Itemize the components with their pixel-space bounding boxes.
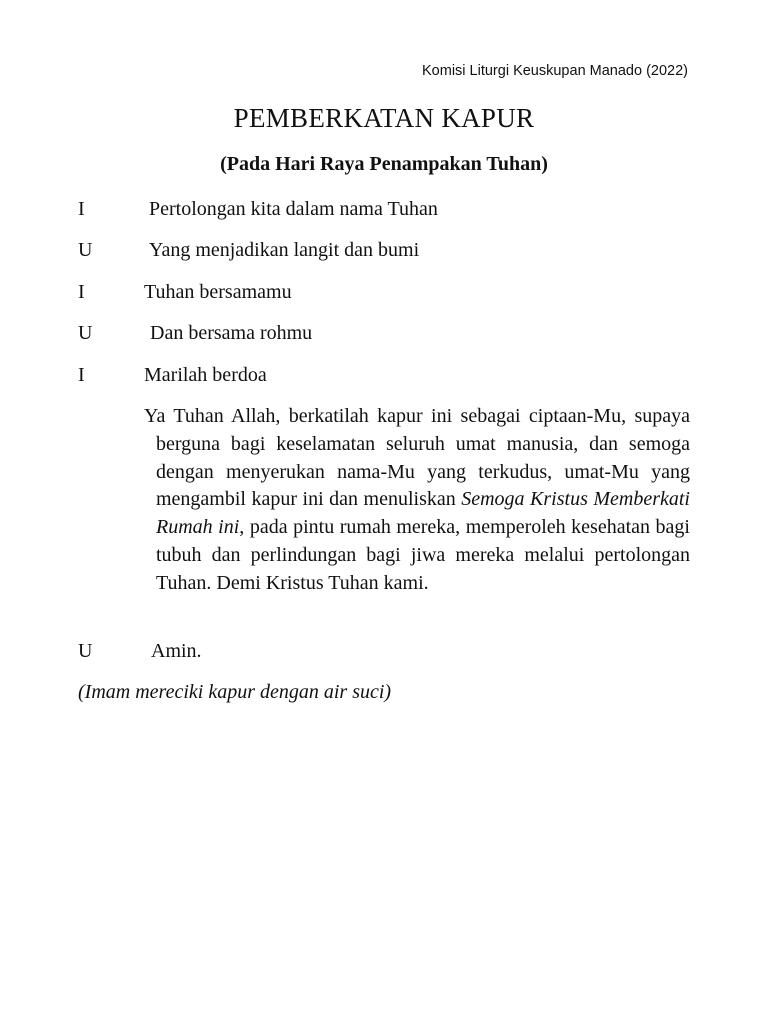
prayer-inscription: Semoga Kristus Memberkati Rumah ini <box>156 488 690 539</box>
speaker-label: U <box>78 322 93 344</box>
speaker-label: I <box>78 198 85 220</box>
speaker-label: I <box>78 281 85 303</box>
page-subtitle: (Pada Hari Raya Penampakan Tuhan) <box>220 153 548 175</box>
prayer-text-start: Ya Tuhan Allah, berkatilah kapur ini sebagai ciptaan-Mu, supaya berguna bagi keselamatan seluruh umat manusia, dan semoga dengan menyerukan nama-Mu yang terkudus, umat-Mu yang mengambil kapur ini dan menuliskan <box>144 405 690 511</box>
rubric-instruction: (Imam mereciki kapur dengan air suci) <box>78 681 392 703</box>
speaker-label: U <box>78 239 93 261</box>
page-title: PEMBERKATAN KAPUR <box>233 103 535 133</box>
dialogue-text: Marilah berdoa <box>144 364 267 386</box>
dialogue-text: Yang menjadikan langit dan bumi <box>149 239 420 261</box>
response-text: Amin. <box>151 640 202 662</box>
header-source-note: Komisi Liturgi Keuskupan Manado (2022) <box>422 63 688 79</box>
blessing-prayer <box>144 403 690 598</box>
dialogue-text: Tuhan bersamamu <box>144 281 292 303</box>
dialogue-text: Dan bersama rohmu <box>150 322 313 344</box>
speaker-label: I <box>78 364 85 386</box>
speaker-label: U <box>78 640 93 662</box>
prayer-text-end: , pada pintu rumah mereka, memperoleh kesehatan bagi tubuh dan perlindungan bagi jiwa mereka melalui pertolongan Tuhan. Demi Kristus Tuhan kami. <box>156 516 690 594</box>
dialogue-text: Pertolongan kita dalam nama Tuhan <box>149 198 438 220</box>
